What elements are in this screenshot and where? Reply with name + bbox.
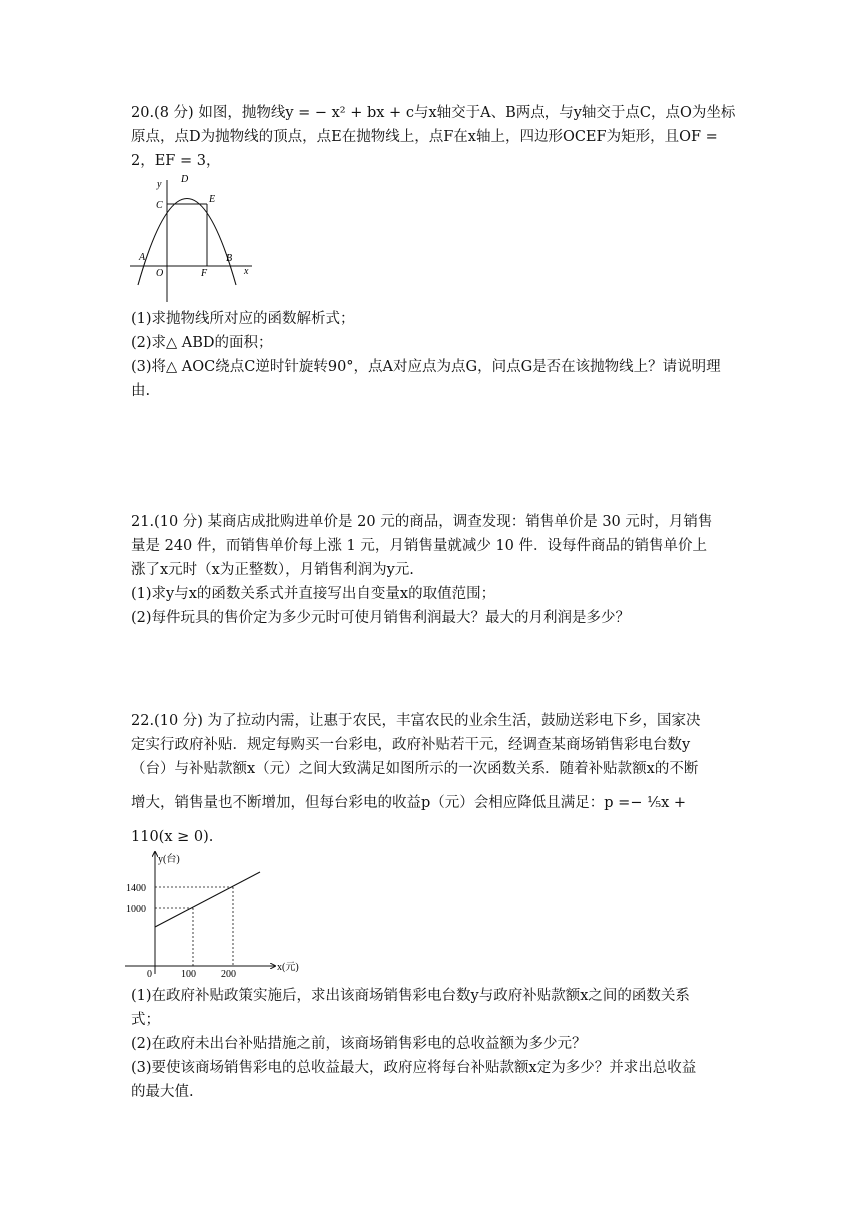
fig-label-B: B	[226, 253, 233, 264]
fig-label-y: y	[157, 179, 162, 190]
q22-line-4: 增大，销售量也不断增加，但每台彩电的收益p（元）会相应降低且满足：p =− ⅕x +	[131, 795, 687, 811]
q20-sub-3a: (3)将△ AOC绕点C逆时针旋转90°，点A对应点为点G，问点G是否在该抛物线上？请说明理	[131, 359, 721, 375]
q22-line-2: 定实行政府补贴．规定每购买一台彩电，政府补贴若干元，经调查某商场销售彩电台数y	[131, 737, 691, 753]
fig-label-O: O	[156, 268, 164, 279]
chart-origin: 0	[147, 969, 152, 980]
parabola-figure	[128, 170, 258, 304]
q20-subquestions	[131, 307, 731, 403]
fig-label-E: E	[209, 194, 216, 205]
fig-label-F: F	[201, 268, 208, 279]
q20-line-3: 2，EF = 3，	[131, 153, 221, 169]
q20-sub-3b: 由.	[131, 383, 151, 399]
q21-line-2: 量是 240 件，而销售单价每上涨 1 元，月销售量就减少 10 件．设每件商品的销售单价上	[131, 538, 708, 554]
sales-subsidy-graph	[125, 846, 315, 980]
q22-sub-2: (2)在政府未出台补贴措施之前，该商场销售彩电的总收益额为多少元？	[131, 1036, 587, 1052]
q20-sub-1: (1)求抛物线所对应的函数解析式；	[131, 311, 355, 327]
question-22	[131, 709, 731, 849]
q21-sub-2: (2)每件玩具的售价定为多少元时可使月销售利润最大？最大的月利润是多少？	[131, 610, 631, 626]
q21-line-1: 21.(10 分) 某商店成批购进单价是 20 元的商品，调查发现：销售单价是 30 元时，月销售	[131, 514, 713, 530]
fig-label-D: D	[181, 174, 189, 185]
q22-sub-3b: 的最大值.	[131, 1084, 194, 1100]
chart-xtick-100: 100	[181, 969, 196, 980]
q21-sub-1: (1)求y与x的函数关系式并直接写出自变量x的取值范围；	[131, 586, 496, 602]
q21-line-3: 涨了x元时（x为正整数），月销售利润为y元.	[131, 562, 414, 578]
question-20	[131, 101, 736, 173]
q22-sub-1a: (1)在政府补贴政策实施后，求出该商场销售彩电台数y与政府补贴款额x之间的函数关系	[131, 988, 690, 1004]
chart-xtick-200: 200	[221, 969, 236, 980]
chart-ytick-1000: 1000	[126, 904, 146, 915]
chart-ylabel: y(台)	[158, 854, 180, 865]
fig-label-A: A	[139, 252, 146, 263]
question-21	[131, 510, 731, 630]
chart-ytick-1400: 1400	[126, 883, 146, 894]
q20-line-1: 20.(8 分) 如图，抛物线y = − x² + bx + c与x轴交于A、B两点，与y轴交于点C，点O为坐标	[131, 105, 736, 121]
q20-line-2: 原点，点D为抛物线的顶点，点E在抛物线上，点F在x轴上，四边形OCEF为矩形，且OF =	[131, 129, 718, 145]
q22-subquestions	[131, 984, 731, 1104]
q22-line-1: 22.(10 分) 为了拉动内需，让惠于农民，丰富农民的业余生活，鼓励送彩电下乡，国家决	[131, 713, 701, 729]
fig-label-C: C	[156, 200, 163, 211]
fig-label-x: x	[244, 266, 249, 277]
q22-line-3: （台）与补贴款额x（元）之间大致满足如图所示的一次函数关系．随着补贴款额x的不断	[131, 761, 699, 777]
chart-xlabel: x(元)	[277, 962, 299, 973]
q22-line-5: 110(x ≥ 0).	[131, 829, 214, 845]
q22-sub-3a: (3)要使该商场销售彩电的总收益最大，政府应将每台补贴款额x定为多少？并求出总收益	[131, 1060, 697, 1076]
q20-sub-2: (2)求△ ABD的面积；	[131, 335, 273, 351]
q22-sub-1b: 式；	[131, 1012, 160, 1028]
